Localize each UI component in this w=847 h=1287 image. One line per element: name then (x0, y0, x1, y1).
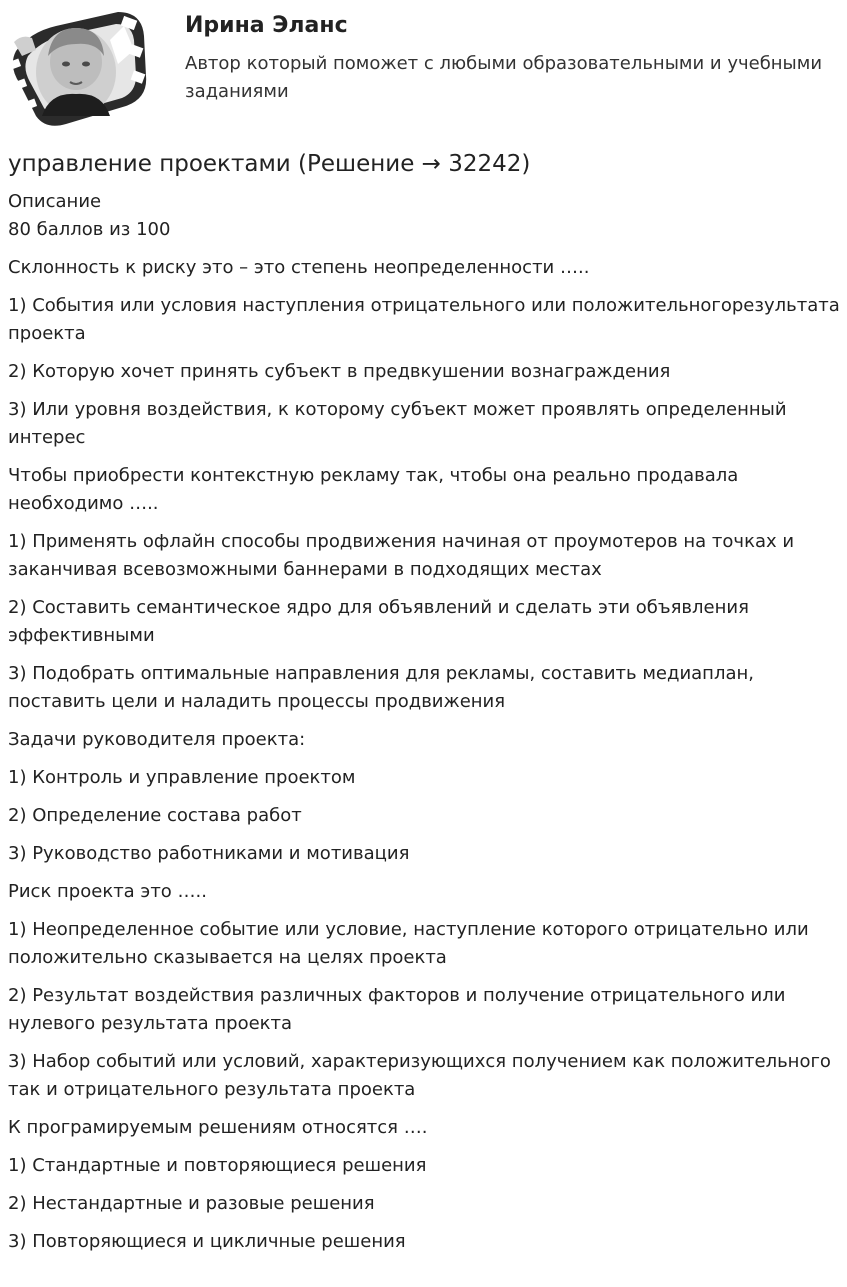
author-description: Автор который поможет с любыми образовательными и учебными заданиями (185, 53, 823, 102)
answer-option: 2) Определение состава работ (8, 805, 302, 826)
answer-option: 3) Повторяющиеся и цикличные решения (8, 1231, 406, 1252)
meta-block (8, 188, 843, 244)
score-text: 80 баллов из 100 (8, 219, 171, 240)
answer-option: 2) Результат воздействия различных факторов и получение отрицательного или нулевого результата проекта (8, 985, 786, 1034)
answer-option: 2) Нестандартные и разовые решения (8, 1193, 375, 1214)
answer-option: 1) Контроль и управление проектом (8, 767, 356, 788)
answer-option: 1) События или условия наступления отрицательного или положительногорезультата проекта (8, 295, 840, 344)
page-title: управление проектами (Решение → 32242) (8, 151, 531, 177)
author-header (0, 0, 847, 140)
answer-option: 1) Применять офлайн способы продвижения начиная от проумотеров на точках и заканчивая всевозможными баннерами в подходящих местах (8, 531, 795, 580)
question-text: Склонность к риску это – это степень неопределенности ….. (8, 257, 590, 278)
answer-option: 3) Подобрать оптимальные направления для рекламы, составить медиаплан, поставить цели и наладить процессы продвижения (8, 663, 754, 712)
answer-option: 3) Или уровня воздействия, к которому субъект может проявлять определенный интерес (8, 399, 787, 448)
answer-option: 1) Стандартные и повторяющиеся решения (8, 1155, 427, 1176)
answer-option: 3) Руководство работниками и мотивация (8, 843, 410, 864)
answer-option: 1) Неопределенное событие или условие, наступление которого отрицательно или положительно сказывается на целях проекта (8, 919, 809, 968)
document-content (8, 148, 843, 1266)
question-text: Чтобы приобрести контекстную рекламу так, чтобы она реально продавала необходимо ….. (8, 465, 739, 514)
question-text: Риск проекта это ….. (8, 881, 207, 902)
author-photo-icon (36, 28, 116, 116)
answer-option: 3) Набор событий или условий, характеризующихся получением как положительного так и отрицательного результата проекта (8, 1051, 831, 1100)
question-text: Задачи руководителя проекта: (8, 729, 306, 750)
author-avatar (6, 6, 152, 130)
author-name: Ирина Эланс (185, 13, 348, 38)
section-label: Описание (8, 191, 102, 212)
answer-option: 2) Составить семантическое ядро для объявлений и сделать эти объявления эффективными (8, 597, 749, 646)
answer-option: 2) Которую хочет принять субъект в предвкушении вознаграждения (8, 361, 671, 382)
question-text: К програмируемым решениям относятся …. (8, 1117, 428, 1138)
